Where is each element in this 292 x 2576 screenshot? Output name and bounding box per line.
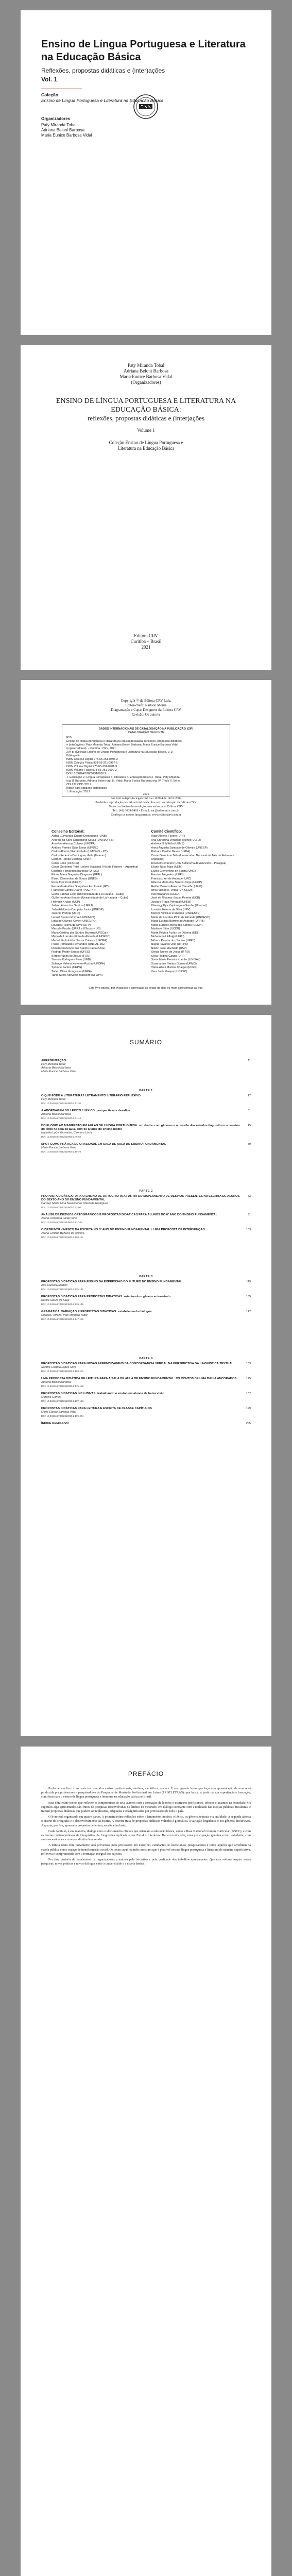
toc-entry-title: PROPOSTA DIDÁTICA PARA O ENSINO DE ORTOGRAFIA A PARTIR DO MAPEAMENTO DE DESVIOS PRESENTES NA ESCRITA DE ALUNOS DO SEXTO ANO DO ENSINO FUNDAMENTAL — [41, 1195, 240, 1201]
board-member: Lourdes Helena da Silva (UFV) — [51, 923, 91, 927]
book-title: Ensino de Língua Portuguesa e Literatura na Educação Básica — [41, 39, 246, 63]
toc-entry-doi: DOI: 10.24824/978652510900.2.45-58 — [41, 1136, 81, 1138]
committee-member: Maria de Lourdes Pinto de Almeida (UNOESC) — [151, 916, 210, 919]
cip-line: Índice para catálogo sistemático — [66, 787, 107, 790]
toc-page-number: 119 — [246, 1280, 251, 1283]
board-member: Elione Maria Nogueira Diogenes (UFAL) — [51, 873, 102, 876]
collection-label: Coleção — [41, 92, 59, 97]
toc-page-number: 45 — [247, 1124, 251, 1127]
scientific-committee — [151, 829, 241, 978]
committee-member: Mohammed Elhajji (UFRJ) — [151, 935, 184, 938]
committee-member: Francisco Ari de Andrade (UFC) — [151, 877, 192, 880]
board-member: Paulo Romualdo Hernandes (UNIFAL-MG) — [51, 943, 106, 946]
toc-page-number: 31 — [247, 1109, 251, 1112]
toc-entry-row — [41, 1213, 251, 1217]
cip-line: ISBN Coleção Digital 978-65-251-0898-2 — [66, 758, 118, 761]
board-member: Anselmo Alencar Colares (UFOPA) — [51, 842, 96, 845]
toc-entry[interactable] — [41, 1295, 251, 1306]
board-member: Élsio José Corá (UFFS) — [51, 881, 82, 884]
board-member: Cesar Gerónimo Tello (Univer. Nacional Três de Febrero – Argentina) — [51, 866, 139, 869]
committee-member: Marta Regina Furlan de Oliveira (UEL) — [151, 931, 200, 935]
preface-page — [21, 1747, 271, 2576]
crv-logo-icon — [132, 93, 160, 121]
cip-title: DADOS INTERNACIONAIS DE CATALOGAÇÃO NA PUBLICAÇÃO (CIP) — [98, 727, 194, 731]
toc-entry[interactable] — [41, 1124, 251, 1139]
toc-entry-title: PROPOSTAS DIDÁTICAS INCLUSIVAS: trabalhando o ensino em alunos de baixa visão — [41, 1392, 165, 1395]
book-title: ENSINO DE LÍNGUA PORTUGUESA E LITERATURA NA EDUCAÇÃO BÁSICA: — [56, 397, 236, 414]
credits-line: Copyright © da Editora CRV Ltda. — [121, 699, 171, 703]
board-member: Solange Helena Ximenes-Rocha (UFOPA) — [51, 962, 105, 965]
committee-member: Fauston Negreiros (UFPI) — [151, 873, 184, 876]
toc-title: SUMÁRIO — [129, 1039, 162, 1046]
collection-name — [21, 440, 271, 451]
legal-line: Proibida a reprodução parcial ou total desta obra sem autorização da Editora CRV — [95, 801, 197, 804]
cip-line: 204 p. (Coleção Ensino de Língua Portuguesa e Literatura na Educação Básica, v. 1) — [66, 751, 174, 754]
board-member: João Adalberto Campato Junior (UNESP) — [51, 908, 104, 911]
organizers-label: Organizadores — [41, 116, 71, 121]
board-member: Eduardo Fernandes Barbosa (UFMG) — [51, 869, 99, 873]
committee-member: Mônica Pereira dos Santos (UFRJ) — [151, 939, 195, 942]
toc-entry-doi: DOI: 10.24824/978652510900.2.17-30 — [41, 1102, 81, 1105]
toc-page-number: 103 — [246, 1228, 251, 1231]
toc-entry-doi: DOI: 10.24824/978652510900.2.31-44 — [41, 1117, 81, 1120]
cip-line: e (inter)ações / Paty Miranda Tobal, Adriana Beloni Barbosa, Maria Eunice Barbosa Vidal — [66, 743, 178, 747]
toc-entry-row — [41, 1422, 251, 1426]
toc-entry-row — [41, 1109, 251, 1113]
toc-entry-author: Sandra Cristina Lopes Silva — [41, 1366, 76, 1369]
toc-entry-author: Ana Carolina Martins — [41, 1284, 68, 1287]
toc-entry-title: DO ELOGIO AO MANIFESTO EM AULAS DE LÍNGUA PORTUGUESA: o trabalho com gêneros e o desafio dos estudos linguísticos no ensino do texto na sala de aula, com os alunos do ensino médio — [41, 1124, 240, 1131]
credits-lines — [77, 699, 215, 717]
legal-line: Todos os direitos desta edição reservados pela: Editora CRV — [109, 805, 183, 808]
toc-entry-title: A ABORDAGEM DO LÉXICO / LÉXICO: perspectivas e desafios — [41, 1109, 130, 1112]
preface-paragraph: Esta obra reúne textos que refletem o compromisso de seus autores com a formação de leitores e escritores proficientes, críticos e atuantes na sociedade. Os capítulos aqui apresentados são frutos de pesquisas desenvolvidas no âmbito do mestrado, em diálogo constante com a realidade das escolas públicas brasileiras, e trazem propostas didáticas que podem ser replicadas, adaptadas e ressignificadas por professores de todo o país. — [41, 1801, 251, 1814]
publisher-city: Curitiba – Brasil — [130, 639, 162, 644]
credits-line: Editor-chefe: Railson Moura — [125, 703, 167, 707]
toc-entry-doi: DOI: 10.24824/978652510900.2.59-70 — [41, 1150, 81, 1153]
collection-line: Literatura na Educação Básica — [117, 446, 175, 451]
toc-entry[interactable] — [41, 1422, 251, 1426]
committee-member: Mariluce Bittar (UCDB) — [151, 927, 180, 930]
toc-entry-author: Paty Miranda Tobal — [41, 1063, 66, 1066]
cip-line: CDU 37 CDD 370.7 — [66, 783, 92, 786]
board-member: Renato Francisco dos Santos Paula (UFG) — [51, 946, 106, 950]
cip-line: Bibliografia — [66, 754, 81, 757]
committee-member: Helder Buenos Aires de Carvalho (UFPI) — [151, 885, 202, 888]
toc-entry-doi: DOI: 10.24824/978652510900.2.103-116 — [41, 1236, 83, 1239]
toc-entry[interactable] — [41, 1143, 251, 1154]
toc-entry-doi: DOI: 10.24824/978652510900.2.91-102 — [41, 1221, 82, 1224]
preface-paragraph: O livro está organizado em quatro partes. A primeira reúne reflexões sobre o letramento literário, o léxico, os gêneros textuais e a oralidade. A segunda aborda o ensino de ortografia e o desenvolvimento da escrita. A terceira trata de propostas didáticas voltadas à gramática, à variação linguística e aos gêneros discursivos. A quarta, por fim, apresenta propostas de leitura, escrita e inclusão. — [41, 1815, 251, 1827]
board-member: Sydione Santos (UEPG) — [51, 966, 82, 969]
toc-entry[interactable] — [41, 1228, 251, 1239]
toc-entry[interactable] — [41, 1377, 251, 1388]
board-member: Leonel Severo Rocha (UNISINOS) — [51, 916, 95, 919]
publisher-block — [21, 633, 271, 650]
board-member: Carmen Tereza Velanga (UNIR) — [51, 858, 92, 861]
committee-member: Maria Eurácia Barreto de Andrade (UFRB) — [151, 920, 204, 923]
credits-line: Diagramação e Capa: Designers da Editora CRV — [111, 708, 181, 712]
toc-entry-author: Adriana Beloni Barbosa — [41, 1113, 71, 1116]
toc-entry-author: Maria Eunice Barbosa Vidal — [41, 1146, 76, 1149]
organizer-role: (Organizadores) — [131, 380, 161, 385]
toc-entry-title: GRAMÁTICA, VARIAÇÃO E PROPOSTAS DIDÁTICAS: estabelecendo diálogos — [41, 1310, 152, 1313]
board-member: Maria de Lourdes Pinto de Almeida (UNOESC) — [51, 935, 111, 938]
committee-member: Lourdes Helena da Silva (UFV) — [151, 908, 191, 911]
toc-part-label: PARTE 1 — [139, 1089, 153, 1092]
cip-line: DOI 10.24824/978652510900.2 — [66, 772, 107, 775]
toc-front-matter[interactable] — [41, 1059, 251, 1074]
organizer-name: Paty Miranda Tobal — [127, 363, 165, 368]
toc-page-number: 163 — [246, 1362, 251, 1365]
preface-body — [21, 1787, 271, 1866]
toc-entry-title: PROPOSTAS DIDÁTICAS PARA LEITURA E ESCRITA DE CLASSE CAPÍTULOS — [41, 1407, 152, 1410]
committee-member: Sonia Maria Ferreira Koehler (UNISAL) — [151, 958, 201, 961]
toc-entry-row — [41, 1195, 251, 1202]
cip-line: org. II. Barbosa, Adriana Beloni org. III. Vidal, Maria Eunice Barbosa org. IV. Título V. Série. — [66, 779, 181, 783]
organizer-name: Maria Eunice Barbosa Vidal — [41, 133, 92, 138]
toc-entry-title: SPOT COMO PRÁTICA DE ORALIDADE EM SALA DE AULA DO ENSINO FUNDAMENTAL — [41, 1143, 166, 1146]
toc-page-number: 205 — [246, 1422, 251, 1425]
toc-entry-doi: DOI: 10.24824/978652510900.2.119-134 — [41, 1288, 83, 1291]
board-member: Maria Lília Imbiriba Sousa Colares (UFOPA) — [51, 939, 107, 942]
board-member: Tania Suely Azevedo Brasileiro (UFOPA) — [51, 974, 103, 977]
toc-page-number: 17 — [247, 1094, 251, 1097]
toc-entry-row — [41, 1295, 251, 1299]
board-member: Simone Rodrigues Pinto (UNB) — [51, 958, 91, 961]
toc-entry-author: Marcelo Gomes — [41, 1396, 61, 1399]
toc-entry-title: ÍNDICE REMISSIVO — [41, 1422, 69, 1425]
toc-entry[interactable] — [41, 1407, 251, 1418]
organizer-name: Adriana Beloni Barbosa — [124, 368, 168, 374]
cip-line: ISBN Volume Físico 978-65-251-0900-2 — [66, 769, 117, 772]
committee-member: Inês Bragança (UERJ) — [151, 892, 180, 896]
toc-page — [21, 1015, 271, 1736]
toc-entry[interactable] — [41, 1280, 251, 1291]
committee-member: Silvia Regina Canan (URI) — [151, 954, 184, 958]
cip-line: E59 — [66, 736, 72, 739]
toc-entry-row — [41, 1059, 251, 1063]
board-member: Francisco Carlos Duarte (PUC-PR) — [51, 889, 96, 892]
committee-title: Comitê Científico: — [151, 830, 182, 834]
cip-line: Ensino de língua portuguesa e literatura na educação básica: reflexões, propostas didáticas — [66, 740, 182, 743]
toc-entry[interactable] — [41, 1362, 251, 1373]
toc-entry-doi: DOI: 10.24824/978652510900.2.163-174 — [41, 1370, 84, 1372]
toc-entry[interactable] — [41, 1094, 251, 1105]
board-member: Rodrigo Pratte-Santos (UFES) — [51, 951, 90, 954]
toc-entry-title: PROPOSTAS DIDÁTICAS PARA NOVAS APRENDIZAGENS DA CONCORDÂNCIA VERBAL NA PERSPECTIVA DA LINGUÍSTICA TEXTUAL — [41, 1362, 233, 1365]
board-member: Celso Conti (UFSCar) — [51, 861, 79, 865]
board-member: Fernando Antônio Gonçalves Alcoforado (IPB) — [51, 885, 110, 888]
organizers-block — [41, 116, 92, 138]
toc-entry-row — [41, 1280, 251, 1284]
editorial-boards — [51, 829, 241, 978]
publisher-name: Editora CRV — [134, 633, 158, 638]
book-subtitle: reflexões, propostas didáticas e (inter)ações — [87, 414, 205, 422]
toc-entry-doi: DOI: 10.24824/978652510900.2.73-90 — [41, 1206, 81, 1209]
collection-line: Coleção Ensino de Língua Portuguesa e — [109, 440, 183, 445]
toc-entry-row — [41, 1124, 251, 1131]
board-member: Antônio Pereira Gaio Júnior (UFRRJ) — [51, 846, 98, 850]
toc-entry-author: Adriana Beloni Barbosa — [41, 1381, 71, 1384]
toc-entry-row — [41, 1094, 251, 1098]
board-title: Conselho Editorial: — [51, 830, 85, 834]
organizer-name: Paty Miranda Tobal — [41, 123, 77, 127]
organizer-name: Maria Eunice Barbosa Vidal — [119, 374, 173, 379]
toc-page-number: 199 — [246, 1407, 251, 1410]
cip-lines — [66, 736, 226, 794]
toc-page-number: 59 — [247, 1143, 251, 1146]
toc-entry[interactable] — [41, 1392, 251, 1403]
committee-member: Altair Alberto Fávero (UPF) — [151, 835, 185, 838]
toc-entry-title: PROPOSTAS DIDÁTICAS PARA PROPOSTAS DIDÁTICAS: orientando o gênero autorretrato — [41, 1295, 171, 1298]
board-member: Josania Portela (UFPI) — [51, 912, 80, 915]
toc-entry-row — [41, 1392, 251, 1396]
organizer-name: Adriana Beloni Barbosa — [41, 128, 85, 132]
toc-entry-author: Karine Souza da Silva — [41, 1299, 70, 1302]
preface-paragraph: A leitura desta obra certamente será proveitosa para professores em exercício, estudantes de licenciatura, pesquisadores e todos aqueles que acreditam na escola pública como espaço de transformação social. Os textos aqui reunidos mostram que é possível ensinar língua portuguesa e literatura de maneira significativa, reflexiva e comprometida com a formação integral dos sujeitos. — [41, 1843, 251, 1856]
peer-review-note: Este livro passou por avaliação e aprovação às cegas de dois ou mais pareceristas ad hoc. — [89, 987, 203, 990]
committee-member: Vânia Alves Martins Chaigar (FURG) — [151, 966, 198, 969]
committee-member: Marcos Vinicius Francisco (UNOESTE) — [151, 912, 201, 915]
legal-line: 2021 — [143, 793, 149, 796]
toc-entry-title: APRESENTAÇÃO — [41, 1059, 66, 1062]
toc-entry-doi: DOI: 10.24824/978652510900.2.175-186 — [41, 1385, 84, 1387]
toc-entry-author: Joana Fernanda Farias Silva — [41, 1217, 78, 1220]
board-member: Elizeu Clementino de Souza (UNEB) — [51, 877, 98, 880]
toc-page-number: 175 — [246, 1377, 251, 1380]
legal-notice — [77, 792, 215, 817]
toc-entry-row — [41, 1228, 251, 1232]
toc-part-label: PARTE 4 — [139, 1357, 153, 1360]
credits-line: Revisão: Os autores — [131, 713, 161, 717]
board-member: Guillermo Arias Beatón (Universidade de La Havana – Cuba) — [51, 896, 128, 900]
committee-member: Jussara Fraga Portugal (UNEB) — [151, 900, 192, 904]
cover-page — [21, 10, 271, 335]
committee-member: Andréia N. Militão (UEMS) — [151, 842, 184, 845]
toc-page-number: 187 — [246, 1392, 251, 1395]
toc-entry-author: Nathália Luíza Giovanini; Carmem Lúcia — [41, 1131, 92, 1134]
toc-entry-title: O QUE PODE A LITERATURA? LETRAMENTO LITERÁRIO REFLEXIVO — [41, 1094, 141, 1097]
cip-line: 1. Educação 370.7 — [66, 790, 90, 793]
preface-paragraph: Cada capítulo, à sua maneira, dialoga com os documentos oficiais que orientam a educação básica, como a Base Nacional Comum Curricular (BNCC), e com as teorias contemporâneas da Linguística, da Linguística Aplicada e dos Estudos Literários. Há, em todos eles, uma preocupação genuína com o estudante, com suas necessidades e com seu direito de aprender. — [41, 1829, 251, 1842]
cip-line: ISBN Coleção Física 978-65-251-0897-5 — [66, 761, 118, 765]
committee-member: Kilwangy Kya Kapitango-a-Samba (Unemat) — [151, 904, 207, 907]
toc-entry-title: PROPOSTAS DIDÁTICAS PARA ENSINO DA EXPRESSÃO DO FUTURO NO ENSINO FUNDAMENTAL — [41, 1280, 182, 1283]
toc-page-number: 147 — [246, 1310, 251, 1313]
toc-entry-row — [41, 1362, 251, 1366]
board-member: Carlos Federico Dominguez Avila (Unieuro) — [51, 854, 106, 857]
committee-member: Ana Chrystina Venancio Mignot (UERJ) — [151, 838, 201, 842]
toc-page-number: 135 — [246, 1295, 251, 1298]
preface-paragraph: Por fim, gostaria de parabenizar os organizadores e autores pela iniciativa e pela qualidade dos trabalhos apresentados. Que este volume inspire novas pesquisas, novas práticas e novos diálogos entre a universidade e a escola básica. — [41, 1858, 251, 1866]
toc-entry-row — [41, 1407, 251, 1411]
toc-part-label: PARTE 3 — [139, 1275, 153, 1278]
legal-line: Foi feito o depósito legal conf. Lei 10.994 de 14/12/2004 — [110, 797, 182, 800]
cip-record — [62, 724, 230, 797]
toc-entry-title: UMA PROPOSTA DIDÁTICA DE LEITURA PARA A SALA DE AULA DE ENSINO FUNDAMENTAL: OS CONTOS DE UMA BAHIA ANCORADOS — [41, 1377, 237, 1380]
toc-entry-author: Joana Cristina Bezerra de Oliveira — [41, 1232, 84, 1235]
committee-member: Ilma Passos A. Veiga (UNICEUB) — [151, 889, 194, 892]
book-subtitle: Reflexões, propostas didáticas e (inter)ações — [41, 67, 165, 74]
legal-line: Tel.: (41) 3039-6418 - E-mail: sac@editoracrv.com.br — [112, 809, 180, 812]
book-volume: Vol. 1 — [41, 76, 58, 83]
committee-member: Cesar Gerónimo Tello (Universidad Nacional de Três de Febrero – Argentina) — [151, 854, 234, 861]
cip-line: ISBN Volume Digital 978-65-251-0901-9 — [66, 765, 117, 768]
editorial-board — [51, 829, 141, 978]
committee-member: Anna Augusta Sampaio de Oliveira (UNESP) — [151, 846, 208, 850]
committee-member: Maria Lurdes Rocha dos Santos (UEMA) — [151, 923, 203, 927]
committee-member: Nilson José Machado (USP) — [151, 946, 187, 950]
toc-entry-author: Cláudia Ferreira; Paty Miranda Tobal — [41, 1314, 88, 1317]
board-member: Sérgio Nunes de Jesus (IFRO) — [51, 954, 91, 958]
toc-page-number: 73 — [247, 1195, 251, 1198]
cip-line: 1. Educação 2. Língua Portuguesa 3. Literatura 4. Educação básica I. Tobal, Paty Miranda — [66, 776, 180, 779]
toc-entry-author: Adriana Beloni Barbosa — [41, 1066, 71, 1070]
toc-entry-title: O DESENVOLVIMENTO DA ESCRITA NO 5º ANO DO ENSINO FUNDAMENTAL I: UMA PROPOSTA DE INTERVENÇÃO — [41, 1228, 205, 1231]
toc-entry-author: Maria Eunice Barbosa Vidal — [41, 1070, 76, 1073]
cip-subtitle: CATALOGAÇÃO NA FONTE — [128, 731, 164, 734]
toc-body — [41, 1059, 251, 1426]
toc-entry-row — [41, 1143, 251, 1146]
board-member: Helmuth Krüger (UCP) — [51, 900, 80, 904]
toc-entry[interactable] — [41, 1310, 251, 1321]
toc-entry-doi: DOI: 10.24824/978652510900.2.187-198 — [41, 1400, 84, 1402]
toc-part-label: PARTE 2 — [139, 1190, 153, 1193]
book-volume: Volume 1 — [137, 428, 155, 433]
credits-page — [21, 680, 271, 1005]
committee-member: Najela Tavares Ujiie (UTFPR) — [151, 943, 188, 946]
toc-page-number: 91 — [247, 1213, 251, 1216]
preface-title: PREFÁCIO — [128, 1770, 164, 1777]
board-member: Aldira Guimarães Duarte Domínguez (UNB) — [51, 835, 107, 838]
toc-entry-row — [41, 1377, 251, 1381]
toc-entry-doi: DOI: 10.24824/978652510900.2.147-160 — [41, 1318, 84, 1320]
toc-entry-row — [41, 1310, 251, 1314]
cip-line: (organizadores). – Curitiba : CRV, 2021. — [66, 747, 117, 750]
board-member: Marcelo Paixão (UFRJ e UTexas – US) — [51, 927, 101, 930]
toc-entry-title: ANÁLISE DE DESVIOS ORTOGRÁFICOS E PROPOSTAS DIDÁTICAS PARA ALUNOS DO 6º ANO DO ENSINO FUNDAMENTAL — [41, 1213, 218, 1216]
toc-entry[interactable] — [41, 1195, 251, 1209]
committee-member: Gláucia Maria dos Santos Jorge (UFOP) — [151, 881, 202, 884]
preface-paragraph: Prefaciar um livro como este tem sentidos vastos: profissionais, afetivos, científicos, sociais. É com grande honra que faço esta apresentação de uma obra produzida por professores e pesquisadores do Programa de Mestrado Profissional em Letras (PROFLETRAS), que busca, a partir da sua experiência e formação, contribuir para o ensino de língua portuguesa e literatura na educação básica no Brasil. — [41, 1787, 251, 1799]
board-member: Jailson Alves dos Santos (UFRJ) — [51, 904, 93, 907]
board-member: Maria Cristina dos Santos Bezerra (UFSCar) — [51, 931, 108, 935]
committee-member: Suzana dos Santos Gomes (UFMG) — [151, 962, 197, 965]
toc-entry-author: Carmen Maria Lima Nascimento; Marinete Rodrigues — [41, 1202, 108, 1205]
board-member: Lídia de Oliveira Xavier (UNIEURO) — [51, 920, 97, 923]
title-page — [21, 345, 271, 670]
committee-member: Eliane Rose Maio (UEM) — [151, 866, 183, 869]
toc-entry-author: Paty Miranda Tobal — [41, 1098, 66, 1101]
committee-member: Diosnel Centurion (Univ Autónoma de Asunción – Paraguai) — [151, 861, 227, 865]
toc-entry-doi: DOI: 10.24824/978652510900.2.135-146 — [41, 1303, 84, 1306]
toc-entry-doi: DOI: 10.24824/978652510900.2.199-204 — [41, 1415, 84, 1417]
collection-name: Ensino de Língua Portuguesa e Literatura na Educação Básica — [41, 98, 164, 103]
board-member: Carlos Alberto Vilar Estêvão (UMINHO – PT) — [51, 850, 108, 853]
board-member: Tadeu Oliver Gonçalves (UFPA) — [51, 970, 92, 973]
committee-member: Vera Lucia Gaspar (UDESC) — [151, 970, 187, 973]
committee-member: Elizeu Clementino de Souza (UNEB) — [151, 869, 198, 873]
toc-entry[interactable] — [41, 1109, 251, 1120]
toc-entry-author: Maria Eunice Barbosa Vidal — [41, 1411, 76, 1414]
committee-member: José de Ribamar Sousa Pereira (UCB) — [151, 896, 200, 900]
board-member: Andréia da Silva Quintanilha Sousa (UNIR/UFRN) — [51, 838, 114, 842]
toc-entry[interactable] — [41, 1213, 251, 1224]
organizers-list — [21, 363, 271, 385]
publication-year: 2021 — [141, 645, 151, 650]
committee-member: Sérgio Nunes de Jesus (IFRO) — [151, 951, 190, 954]
board-member: Gloria Fariñas León (Universidade de La Havana – Cuba) — [51, 892, 124, 896]
committee-member: Barbara Coelho Neves (UFBA) — [151, 850, 191, 853]
toc-page-number: 11 — [248, 1059, 251, 1062]
legal-line: Conheça os nossos lançamentos: www.editoracrv.com.br — [111, 814, 181, 817]
